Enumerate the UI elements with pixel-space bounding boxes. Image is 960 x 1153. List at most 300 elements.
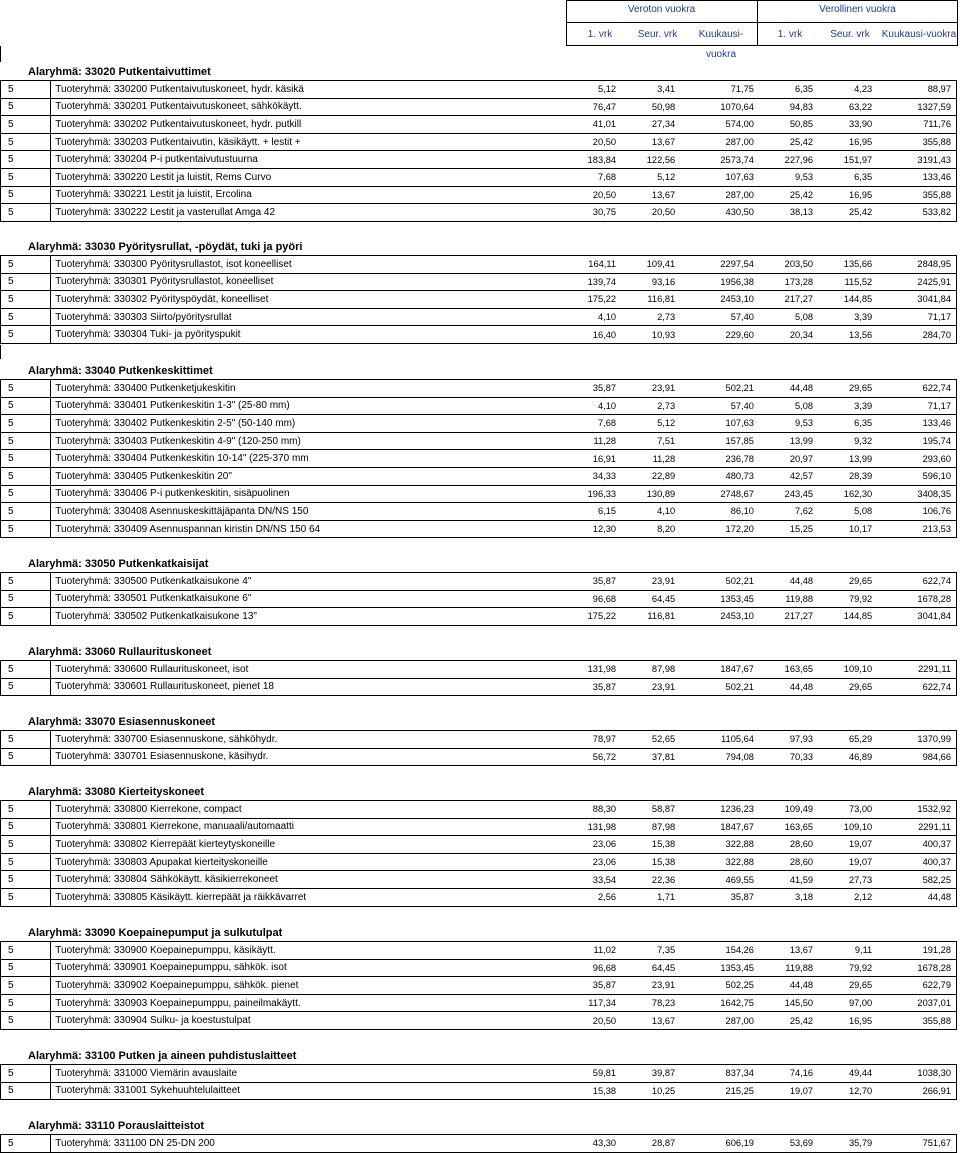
row-value-2: 8,20 (657, 524, 676, 535)
section-table (0, 80, 957, 222)
row-value-1: 164,11 (588, 259, 617, 270)
row-product-group: Tuoteryhmä: 331100 DN 25-DN 200 (55, 1137, 215, 1149)
table-row (0, 326, 957, 344)
row-value-2: 37,81 (651, 751, 676, 762)
row-value-5: 151,97 (843, 154, 873, 165)
row-value-5: 29,65 (848, 681, 873, 692)
row-value-3: 502,21 (725, 681, 754, 692)
row-value-6: 71,17 (927, 312, 952, 323)
row-value-4: 9,53 (794, 418, 814, 429)
table-row (0, 274, 957, 292)
row-value-5: 29,65 (848, 383, 873, 394)
section-title: Alaryhmä: 33020 Putkentaivuttimet (28, 66, 211, 78)
row-count: 5 (0, 81, 51, 98)
row-product-group: Tuoteryhmä: 330409 Asennuspannan kiristin DN/NS 150 64 (55, 523, 321, 535)
row-count: 5 (0, 749, 51, 766)
row-value-1: 16,91 (592, 453, 617, 464)
row-value-6: 293,60 (922, 453, 952, 464)
row-value-3: 2748,67 (720, 488, 754, 499)
row-product-group: Tuoteryhmä: 330800 Kierrekone, compact (55, 803, 242, 815)
header-col-3: Kuukausi-vuokra (698, 29, 744, 60)
row-value-6: 622,74 (922, 681, 952, 692)
row-value-6: 1532,92 (917, 804, 952, 815)
row-value-4: 41,59 (789, 874, 814, 885)
table-row (0, 398, 957, 416)
row-value-3: 1956,38 (720, 276, 754, 287)
row-count: 5 (0, 801, 51, 818)
row-value-2: 130,89 (646, 488, 676, 499)
table-row (0, 573, 957, 591)
row-value-6: 622,74 (922, 383, 952, 394)
row-value-3: 322,88 (725, 839, 754, 850)
row-value-4: 163,65 (784, 664, 814, 675)
row-value-3: 71,75 (730, 84, 754, 95)
row-value-3: 1353,45 (720, 593, 754, 604)
row-value-2: 78,23 (651, 998, 676, 1009)
row-product-group: Tuoteryhmä: 330803 Apupakat kierteityskoneille (55, 856, 268, 868)
row-value-3: 480,73 (725, 471, 754, 482)
row-value-5: 33,90 (848, 119, 873, 130)
row-value-1: 35,87 (592, 576, 617, 587)
row-value-4: 3,18 (794, 892, 814, 903)
table-row (0, 591, 957, 609)
row-count: 5 (0, 187, 51, 204)
row-value-3: 229,60 (725, 329, 754, 340)
row-count: 5 (0, 871, 51, 888)
table-row (0, 151, 957, 169)
row-count: 5 (0, 995, 51, 1012)
row-value-5: 6,35 (854, 172, 873, 183)
row-value-5: 16,95 (848, 1015, 873, 1026)
row-value-5: 13,56 (848, 329, 873, 340)
row-value-5: 5,08 (854, 506, 873, 517)
row-value-3: 502,25 (725, 980, 754, 991)
row-value-1: 56,72 (592, 751, 617, 762)
row-value-5: 115,52 (844, 276, 873, 287)
row-value-5: 79,92 (848, 962, 873, 973)
table-row (0, 256, 957, 274)
row-value-1: 35,87 (592, 383, 617, 394)
row-product-group: Tuoteryhmä: 330403 Putkenkeskitin 4-9" (120-250 mm) (55, 435, 301, 447)
row-value-6: 2037,01 (917, 998, 952, 1009)
row-value-4: 119,88 (785, 962, 814, 973)
row-count: 5 (0, 1083, 51, 1100)
row-value-3: 157,85 (725, 436, 754, 447)
row-value-6: 3041,84 (917, 294, 952, 305)
table-row (0, 801, 957, 819)
row-value-3: 1642,75 (720, 998, 754, 1009)
row-value-2: 122,56 (646, 154, 676, 165)
row-value-3: 2297,54 (720, 259, 754, 270)
table-row (0, 854, 957, 872)
row-value-4: 19,07 (789, 1085, 814, 1096)
row-value-1: 30,75 (592, 207, 617, 218)
row-value-2: 64,45 (651, 593, 676, 604)
row-value-6: 106,76 (922, 506, 952, 517)
row-value-2: 93,16 (651, 276, 676, 287)
row-value-6: 596,10 (922, 471, 952, 482)
table-row (0, 942, 957, 960)
row-value-3: 1236,23 (720, 804, 754, 815)
row-value-4: 109,49 (784, 804, 814, 815)
row-value-1: 11,28 (593, 436, 617, 447)
row-value-4: 163,65 (784, 821, 814, 832)
row-value-1: 43,30 (592, 1138, 617, 1149)
table-row (0, 1135, 957, 1153)
row-value-1: 20,50 (592, 1015, 617, 1026)
row-value-4: 20,34 (789, 329, 814, 340)
row-value-6: 355,88 (922, 137, 952, 148)
row-value-1: 131,98 (587, 664, 617, 675)
row-value-4: 70,33 (789, 751, 814, 762)
row-value-1: 34,33 (592, 471, 617, 482)
row-value-1: 88,30 (592, 804, 617, 815)
row-value-4: 42,57 (789, 471, 814, 482)
table-row (0, 731, 957, 749)
table-row (0, 99, 957, 117)
row-value-1: 183,84 (587, 154, 617, 165)
row-count: 5 (0, 503, 51, 520)
row-value-2: 15,38 (651, 857, 676, 868)
table-row (0, 960, 957, 978)
row-product-group: Tuoteryhmä: 330304 Tuki- ja pyörityspukit (55, 329, 241, 341)
row-value-2: 11,28 (652, 453, 676, 464)
row-value-1: 11,02 (593, 945, 617, 956)
row-value-3: 502,21 (725, 383, 754, 394)
row-value-2: 7,35 (657, 945, 676, 956)
row-product-group: Tuoteryhmä: 330400 Putkenketjukeskitin (55, 382, 236, 394)
row-count: 5 (0, 573, 51, 590)
row-value-6: 1370,99 (917, 734, 952, 745)
row-count: 5 (0, 99, 51, 116)
row-value-6: 751,67 (922, 1138, 952, 1149)
row-value-6: 266,91 (922, 1085, 952, 1096)
row-product-group: Tuoteryhmä: 330700 Esiasennuskone, sähköhydr. (55, 733, 278, 745)
row-value-2: 7,51 (657, 436, 676, 447)
row-value-6: 1678,28 (917, 962, 952, 973)
row-count: 5 (0, 309, 51, 326)
row-value-4: 6,35 (794, 84, 814, 95)
row-value-5: 46,89 (848, 751, 873, 762)
row-value-3: 35,87 (730, 892, 754, 903)
row-value-5: 162,30 (843, 488, 873, 499)
row-value-5: 109,10 (843, 664, 873, 675)
row-count: 5 (0, 608, 51, 625)
row-value-4: 50,85 (789, 119, 814, 130)
header-rule (566, 22, 958, 23)
row-value-1: 16,40 (592, 329, 617, 340)
row-value-2: 22,89 (651, 471, 676, 482)
row-value-4: 119,88 (785, 593, 814, 604)
header-col-5: Seur. vrk (830, 29, 870, 40)
table-row (0, 81, 957, 99)
row-count: 5 (0, 889, 51, 906)
row-value-2: 1,71 (657, 892, 676, 903)
row-value-4: 94,83 (789, 101, 814, 112)
row-count: 5 (0, 942, 51, 959)
section-title: Alaryhmä: 33040 Putkenkeskittimet (28, 365, 213, 377)
row-product-group: Tuoteryhmä: 330501 Putkenkatkaisukone 6" (55, 593, 252, 605)
table-row (0, 819, 957, 837)
row-count: 5 (0, 169, 51, 186)
row-value-5: 49,44 (848, 1068, 873, 1079)
row-value-6: 984,66 (922, 751, 952, 762)
row-value-4: 20,97 (789, 453, 814, 464)
row-value-5: 3,39 (854, 312, 873, 323)
row-value-5: 16,95 (848, 189, 873, 200)
table-row (0, 1012, 957, 1030)
row-count: 5 (0, 836, 51, 853)
row-count: 5 (0, 960, 51, 977)
row-value-3: 107,63 (725, 418, 754, 429)
row-value-4: 13,99 (789, 436, 814, 447)
row-product-group: Tuoteryhmä: 330301 Pyöritysrullastot, koneelliset (55, 276, 274, 288)
row-value-6: 44,48 (927, 892, 952, 903)
row-value-2: 116,81 (647, 294, 676, 305)
row-value-5: 12,70 (848, 1085, 873, 1096)
section-title: Alaryhmä: 33050 Putkenkatkaisijat (28, 558, 209, 570)
row-value-6: 711,76 (923, 119, 952, 130)
row-value-3: 502,21 (725, 576, 754, 587)
table-row (0, 291, 957, 309)
row-value-3: 107,63 (725, 172, 754, 183)
table-row (0, 187, 957, 205)
section-title: Alaryhmä: 33080 Kierteityskoneet (28, 786, 205, 798)
row-value-4: 28,60 (789, 839, 814, 850)
row-product-group: Tuoteryhmä: 330300 Pyöritysrullastot, isot koneelliset (55, 258, 292, 270)
table-row (0, 608, 957, 626)
row-value-4: 173,28 (784, 276, 814, 287)
row-product-group: Tuoteryhmä: 330601 Rullaurituskoneet, pienet 18 (55, 681, 274, 693)
row-product-group: Tuoteryhmä: 330904 Sulku- ja koestustulpat (55, 1015, 251, 1027)
row-product-group: Tuoteryhmä: 330222 Lestit ja vasterullat Amga 42 (55, 206, 276, 218)
table-row (0, 836, 957, 854)
row-value-2: 39,87 (651, 1068, 676, 1079)
price-header (0, 0, 960, 60)
row-value-1: 12,30 (592, 524, 617, 535)
row-value-4: 9,53 (794, 172, 814, 183)
row-product-group: Tuoteryhmä: 330402 Putkenkeskitin 2-5" (50-140 mm) (55, 417, 296, 429)
row-product-group: Tuoteryhmä: 330805 Käsikäytt. kierrepäät ja räikkävarret (55, 891, 307, 903)
row-value-5: 63,22 (848, 101, 873, 112)
section-title: Alaryhmä: 33070 Esiasennuskoneet (28, 716, 216, 728)
row-value-5: 29,65 (848, 980, 873, 991)
row-value-2: 58,87 (651, 804, 676, 815)
row-value-3: 236,78 (725, 453, 754, 464)
row-value-1: 20,50 (592, 137, 617, 148)
table-row (0, 468, 957, 486)
section-table (0, 1134, 957, 1153)
table-row (0, 204, 957, 222)
table-row (0, 309, 957, 327)
row-value-4: 243,45 (784, 488, 814, 499)
row-value-3: 2453,10 (720, 294, 754, 305)
row-value-4: 44,48 (789, 576, 814, 587)
section-table (0, 730, 957, 766)
row-value-4: 217,27 (784, 294, 814, 305)
row-product-group: Tuoteryhmä: 330903 Koepainepumppu, paineilmakäytt. (55, 997, 301, 1009)
table-row (0, 486, 957, 504)
section-table (0, 379, 957, 538)
row-value-5: 9,11 (854, 945, 873, 956)
row-value-6: 2425,91 (917, 276, 952, 287)
header-col-1: 1. vrk (587, 29, 613, 40)
row-value-4: 145,50 (784, 998, 814, 1009)
row-count: 5 (0, 204, 51, 221)
row-value-5: 4,23 (854, 84, 873, 95)
row-value-3: 430,50 (725, 207, 754, 218)
row-product-group: Tuoteryhmä: 330200 Putkentaivutuskoneet, hydr. käsikä (55, 83, 304, 95)
row-value-2: 27,34 (651, 119, 676, 130)
row-product-group: Tuoteryhmä: 330900 Koepainepumppu, käsikäytt. (55, 944, 276, 956)
row-value-4: 97,93 (789, 734, 814, 745)
row-value-3: 57,40 (730, 400, 754, 411)
table-row (0, 380, 957, 398)
row-value-6: 3041,84 (917, 611, 952, 622)
row-value-6: 533,82 (922, 207, 952, 218)
row-value-3: 287,00 (725, 137, 754, 148)
row-value-2: 2,73 (657, 312, 676, 323)
row-product-group: Tuoteryhmä: 330600 Rullaurituskoneet, isot (55, 663, 249, 675)
row-value-2: 4,10 (657, 506, 676, 517)
row-value-2: 23,91 (651, 383, 676, 394)
table-row (0, 433, 957, 451)
row-value-4: 217,27 (784, 611, 814, 622)
row-value-5: 109,10 (843, 821, 873, 832)
row-value-6: 622,74 (922, 576, 952, 587)
row-value-4: 28,60 (789, 857, 814, 868)
row-value-5: 79,92 (848, 593, 873, 604)
header-group-veroton: Veroton vuokra (627, 4, 696, 15)
row-count: 5 (0, 591, 51, 608)
row-value-2: 13,67 (651, 189, 676, 200)
row-product-group: Tuoteryhmä: 330902 Koepainepumppu, sähkök. pienet (55, 979, 299, 991)
table-row (0, 679, 957, 697)
row-value-5: 6,35 (854, 418, 873, 429)
left-border-2 (0, 345, 1, 359)
row-value-1: 33,54 (592, 874, 617, 885)
row-value-1: 7,68 (597, 172, 617, 183)
table-row (0, 521, 957, 539)
row-value-5: 73,00 (848, 804, 873, 815)
section-table (0, 800, 957, 907)
row-value-4: 25,42 (789, 1015, 814, 1026)
row-value-5: 19,07 (848, 839, 873, 850)
row-value-3: 1847,67 (720, 664, 754, 675)
row-value-6: 191,28 (922, 945, 952, 956)
row-value-6: 133,46 (922, 172, 952, 183)
row-value-5: 97,00 (848, 998, 873, 1009)
section-title: Alaryhmä: 33100 Putken ja aineen puhdistuslaitteet (28, 1050, 297, 1062)
row-product-group: Tuoteryhmä: 330220 Lestit ja luistit, Rems Curvo (55, 171, 272, 183)
table-row (0, 661, 957, 679)
row-value-3: 1105,64 (721, 734, 754, 745)
table-row (0, 503, 957, 521)
row-value-5: 28,39 (848, 471, 873, 482)
table-row (0, 977, 957, 995)
row-value-4: 15,25 (789, 524, 814, 535)
row-value-4: 44,48 (789, 681, 814, 692)
row-value-3: 574,00 (725, 119, 754, 130)
row-count: 5 (0, 380, 51, 397)
left-border (0, 46, 1, 62)
row-value-2: 52,65 (651, 734, 676, 745)
row-count: 5 (0, 1012, 51, 1029)
row-value-3: 215,25 (725, 1085, 754, 1096)
row-value-2: 23,91 (651, 576, 676, 587)
table-row (0, 871, 957, 889)
row-value-1: 96,68 (592, 593, 617, 604)
row-value-6: 88,97 (927, 84, 952, 95)
row-value-2: 87,98 (651, 821, 676, 832)
row-count: 5 (0, 1135, 51, 1152)
row-value-1: 139,74 (587, 276, 617, 287)
row-value-2: 28,87 (651, 1138, 676, 1149)
row-product-group: Tuoteryhmä: 330401 Putkenkeskitin 1-3" (25-80 mm) (55, 400, 290, 412)
section-table (0, 1064, 957, 1100)
row-value-6: 1038,30 (917, 1068, 952, 1079)
row-count: 5 (0, 819, 51, 836)
row-value-5: 144,85 (843, 294, 873, 305)
row-value-1: 117,34 (588, 998, 617, 1009)
row-value-5: 144,85 (843, 611, 873, 622)
row-value-6: 1678,28 (917, 593, 952, 604)
row-value-6: 355,88 (922, 1015, 952, 1026)
row-value-5: 3,39 (854, 400, 873, 411)
row-value-6: 71,17 (927, 400, 952, 411)
row-value-3: 1070,64 (720, 101, 754, 112)
row-count: 5 (0, 398, 51, 415)
section-table (0, 572, 957, 626)
row-value-5: 29,65 (848, 576, 873, 587)
row-count: 5 (0, 731, 51, 748)
row-value-6: 3408,35 (917, 488, 952, 499)
row-value-1: 2,56 (597, 892, 617, 903)
section-title: Alaryhmä: 33030 Pyöritysrullat, -pöydät, tuki ja pyöri (28, 241, 303, 253)
row-value-3: 2573,74 (720, 154, 754, 165)
row-value-4: 7,62 (794, 506, 814, 517)
row-value-4: 227,96 (784, 154, 814, 165)
row-count: 5 (0, 415, 51, 432)
row-value-4: 44,48 (789, 383, 814, 394)
row-value-4: 13,67 (789, 945, 814, 956)
row-count: 5 (0, 977, 51, 994)
row-count: 5 (0, 521, 51, 538)
row-value-5: 13,99 (848, 453, 873, 464)
row-value-1: 4,10 (597, 400, 617, 411)
table-row (0, 889, 957, 907)
row-count: 5 (0, 256, 51, 273)
row-value-5: 35,79 (848, 1138, 873, 1149)
section-title: Alaryhmä: 33090 Koepainepumput ja sulkutulpat (28, 927, 283, 939)
row-product-group: Tuoteryhmä: 330502 Putkenkatkaisukone 13" (55, 610, 257, 622)
table-row (0, 415, 957, 433)
row-value-2: 109,41 (646, 259, 676, 270)
row-product-group: Tuoteryhmä: 331000 Viemärin avauslaite (55, 1067, 238, 1079)
row-value-1: 131,98 (587, 821, 617, 832)
row-count: 5 (0, 854, 51, 871)
row-value-1: 23,06 (592, 839, 617, 850)
row-value-4: 25,42 (789, 137, 814, 148)
row-value-3: 1353,45 (720, 962, 754, 973)
row-value-2: 10,93 (651, 329, 676, 340)
row-product-group: Tuoteryhmä: 330408 Asennuskeskittäjäpanta DN/NS 150 (55, 505, 309, 517)
row-value-3: 1847,67 (720, 821, 754, 832)
row-value-6: 400,37 (922, 839, 952, 850)
row-product-group: Tuoteryhmä: 330204 P-i putkentaivutustuurna (55, 154, 258, 166)
row-value-4: 25,42 (789, 189, 814, 200)
row-value-6: 2291,11 (918, 821, 952, 832)
